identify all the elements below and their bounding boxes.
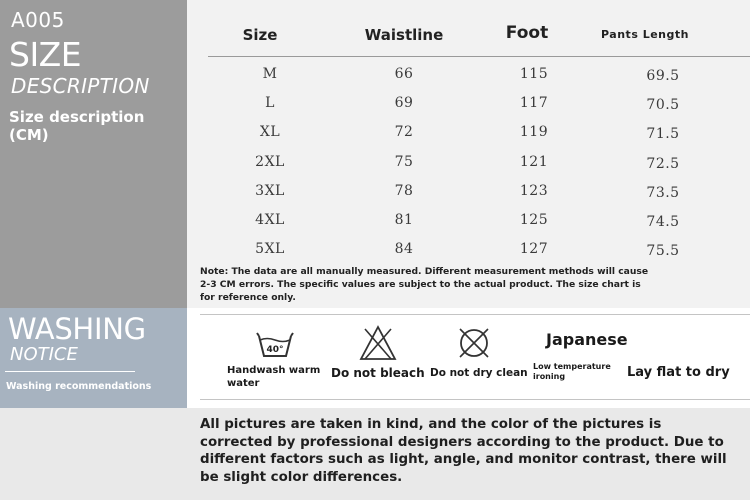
disclaimer-section — [0, 408, 750, 500]
header-size: Size — [242, 26, 278, 44]
cell-size: 4XL — [255, 212, 285, 228]
washing-title: WASHING — [8, 312, 146, 346]
header-foot: Foot — [505, 23, 549, 43]
measurement-note: Note: The data are all manually measured. Different measurement methods will cause 2-3 CM errors. The specific values are subject to the actual product. The size chart is for reference only. — [200, 266, 649, 303]
washing-section — [0, 308, 750, 408]
size-subtitle: DESCRIPTION — [11, 74, 150, 98]
cell-pants-length: 71.5 — [646, 126, 680, 143]
cell-waistline: 84 — [394, 241, 414, 258]
cell-waistline: 69 — [394, 95, 414, 112]
cell-foot: 123 — [519, 182, 549, 199]
no-dry-clean-icon — [456, 325, 492, 361]
lay-flat-label: Lay flat to dry — [627, 365, 730, 380]
cell-size: 3XL — [255, 182, 285, 199]
cell-foot: 127 — [519, 241, 549, 258]
cell-foot: 115 — [519, 66, 549, 82]
cell-foot: 125 — [519, 212, 549, 228]
no-dry-clean-label: Do not dry clean — [430, 367, 528, 379]
cell-pants-length: 72.5 — [646, 155, 680, 172]
cell-pants-length: 73.5 — [646, 184, 680, 201]
cell-size: M — [262, 66, 278, 82]
handwash-label: Handwash warm water — [227, 365, 321, 389]
handwash-tub-icon — [256, 330, 294, 358]
japanese-label: Japanese — [546, 330, 628, 349]
washing-caption: Washing recommendations — [6, 381, 152, 392]
cell-waistline: 78 — [394, 182, 414, 199]
cell-foot: 121 — [519, 153, 549, 170]
cell-foot: 119 — [519, 124, 549, 141]
cell-waistline: 66 — [394, 66, 414, 82]
cell-size: L — [265, 95, 275, 112]
header-pants-length: Pants Length — [601, 28, 689, 41]
header-divider — [208, 56, 750, 57]
header-waistline: Waistline — [364, 26, 444, 44]
no-bleach-icon — [359, 325, 397, 361]
cell-waistline: 75 — [394, 153, 414, 170]
size-table — [208, 0, 750, 308]
product-code: A005 — [11, 8, 65, 32]
washing-subtitle: NOTICE — [10, 344, 78, 365]
washing-divider — [5, 371, 135, 372]
cell-pants-length: 75.5 — [646, 243, 680, 260]
cell-size: XL — [259, 124, 281, 141]
wash-temp-label: 40° — [266, 345, 284, 355]
cell-waistline: 72 — [394, 124, 414, 141]
cell-pants-length: 69.5 — [646, 68, 680, 84]
cell-size: 2XL — [255, 153, 285, 170]
low-temp-ironing-label: Low temperature ironing — [533, 362, 611, 381]
cell-pants-length: 70.5 — [646, 97, 680, 114]
size-title: SIZE — [9, 35, 82, 74]
size-side-panel — [0, 0, 187, 308]
cell-foot: 117 — [519, 95, 549, 112]
cell-waistline: 81 — [394, 212, 414, 228]
no-bleach-label: Do not bleach — [331, 366, 425, 380]
washing-side-panel — [0, 308, 187, 408]
color-disclaimer: All pictures are taken in kind, and the color of the pictures is corrected by professional designers according to the product. Due to different factors such as light, angle, and monitor contrast, there will be slight color differences. — [200, 417, 727, 485]
cell-pants-length: 74.5 — [646, 214, 680, 230]
cell-size: 5XL — [255, 241, 285, 258]
size-caption: Size description (CM) — [9, 108, 145, 144]
